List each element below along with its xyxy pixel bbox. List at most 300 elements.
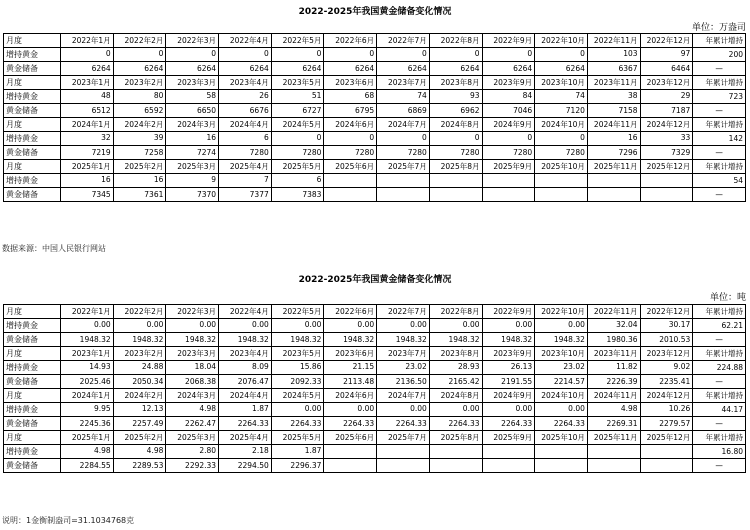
gold-reserve-cell: 1948.32 (166, 333, 219, 347)
gold-reserve-cell: 1948.32 (377, 333, 430, 347)
gold-increase-cell: 0 (324, 48, 377, 62)
gold-increase-cell: 0 (377, 132, 430, 146)
gold-reserve-cell: 2264.33 (482, 417, 535, 431)
gold-increase-cell: 0 (429, 132, 482, 146)
annual-cumulative-value: 44.17 (693, 403, 746, 417)
month-label: 月度 (4, 76, 61, 90)
gold-reserve-label: 黄金储备 (4, 375, 61, 389)
month-header-cell: 2023年6月 (324, 347, 377, 361)
month-header-cell: 2025年6月 (324, 160, 377, 174)
gold-increase-cell: 51 (271, 90, 324, 104)
table1-source-note: 数据来源：中国人民银行网站 (2, 244, 106, 253)
gold-reserve-label: 黄金储备 (4, 333, 61, 347)
month-header-cell: 2024年2月 (113, 118, 166, 132)
reserve-cumulative-dash: — (693, 417, 746, 431)
gold-reserve-cell: 2264.33 (219, 417, 272, 431)
month-header-cell: 2024年12月 (640, 118, 693, 132)
gold-increase-cell: 9.02 (640, 361, 693, 375)
month-header-cell: 2024年10月 (535, 389, 588, 403)
gold-reserve-cell: 1948.32 (61, 333, 114, 347)
month-header-cell: 2025年10月 (535, 431, 588, 445)
gold-reserve-cell: 1948.32 (271, 333, 324, 347)
gold-increase-cell: 18.04 (166, 361, 219, 375)
gold-reserve-cell: 2025.46 (61, 375, 114, 389)
month-header-cell: 2022年6月 (324, 305, 377, 319)
gold-reserve-cell: 6264 (271, 62, 324, 76)
gold-increase-cell: 68 (324, 90, 377, 104)
month-header-cell: 2024年5月 (271, 118, 324, 132)
gold-increase-cell: 0 (324, 132, 377, 146)
gold-increase-cell: 6 (219, 132, 272, 146)
gold-increase-cell (640, 445, 693, 459)
month-header-cell: 2025年1月 (61, 431, 114, 445)
month-header-cell: 2025年9月 (482, 160, 535, 174)
gold-reserve-row (4, 333, 746, 347)
gold-increase-cell: 30.17 (640, 319, 693, 333)
gold-reserve-label: 黄金储备 (4, 188, 61, 202)
gold-reserve-cell: 2076.47 (219, 375, 272, 389)
annual-cumulative-header: 年累计增持 (693, 118, 746, 132)
gold-increase-cell (535, 445, 588, 459)
gold-reserve-cell: 2245.36 (61, 417, 114, 431)
month-header-cell: 2025年2月 (113, 160, 166, 174)
month-header-cell: 2022年3月 (166, 34, 219, 48)
gold-reserve-cell: 2269.31 (587, 417, 640, 431)
month-header-cell: 2023年3月 (166, 347, 219, 361)
month-header-cell: 2024年6月 (324, 389, 377, 403)
gold-reserve-cell (640, 459, 693, 473)
month-header-cell: 2024年6月 (324, 118, 377, 132)
gold-reserve-cell: 7219 (61, 146, 114, 160)
gold-reserve-cell: 6512 (61, 104, 114, 118)
gold-reserve-cell: 6464 (640, 62, 693, 76)
gold-reserve-cell: 6676 (219, 104, 272, 118)
gold-reserve-cell: 7158 (587, 104, 640, 118)
gold-reserve-cell: 6264 (377, 62, 430, 76)
gold-increase-cell: 9.95 (61, 403, 114, 417)
gold-reserve-cell: 2068.38 (166, 375, 219, 389)
month-header-cell: 2024年4月 (219, 389, 272, 403)
gold-reserve-row (4, 375, 746, 389)
gold-increase-cell: 0 (429, 48, 482, 62)
month-header-cell: 2022年8月 (429, 305, 482, 319)
gold-increase-cell: 0.00 (324, 319, 377, 333)
reserve-cumulative-dash: — (693, 375, 746, 389)
gold-reserve-label: 黄金储备 (4, 459, 61, 473)
month-label: 月度 (4, 160, 61, 174)
month-header-cell: 2022年4月 (219, 305, 272, 319)
gold-increase-cell: 0.00 (271, 319, 324, 333)
gold-reserve-row (4, 417, 746, 431)
gold-increase-cell: 0.00 (219, 319, 272, 333)
gold-reserve-cell: 2165.42 (429, 375, 482, 389)
gold-reserve-cell: 6869 (377, 104, 430, 118)
gold-increase-cell: 26.13 (482, 361, 535, 375)
gold-reserve-cell: 7383 (271, 188, 324, 202)
gold-reserve-cell: 7280 (324, 146, 377, 160)
gold-increase-cell (324, 445, 377, 459)
gold-increase-cell: 0.00 (429, 319, 482, 333)
month-header-row (4, 431, 746, 445)
gold-reserve-cell: 2113.48 (324, 375, 377, 389)
gold-reserve-cell: 6367 (587, 62, 640, 76)
month-header-cell: 2025年4月 (219, 160, 272, 174)
annual-cumulative-header: 年累计增持 (693, 160, 746, 174)
annual-cumulative-value: 62.21 (693, 319, 746, 333)
month-header-cell: 2022年6月 (324, 34, 377, 48)
gold-reserve-label: 黄金储备 (4, 62, 61, 76)
month-header-cell: 2025年5月 (271, 431, 324, 445)
annual-cumulative-header: 年累计增持 (693, 76, 746, 90)
gold-increase-cell: 10.26 (640, 403, 693, 417)
gold-reserve-cell: 2264.33 (377, 417, 430, 431)
month-label: 月度 (4, 34, 61, 48)
reserve-cumulative-dash: — (693, 146, 746, 160)
month-header-cell: 2024年12月 (640, 389, 693, 403)
gold-reserve-cell: 6264 (113, 62, 166, 76)
gold-increase-cell: 32.04 (587, 319, 640, 333)
gold-increase-cell: 48 (61, 90, 114, 104)
annual-cumulative-value: 16.80 (693, 445, 746, 459)
gold-increase-cell: 0 (535, 48, 588, 62)
month-header-cell: 2022年2月 (113, 34, 166, 48)
gold-increase-cell: 1.87 (271, 445, 324, 459)
gold-increase-label: 增持黄金 (4, 90, 61, 104)
gold-increase-label: 增持黄金 (4, 445, 61, 459)
gold-increase-cell (640, 174, 693, 188)
gold-reserve-cell: 6264 (324, 62, 377, 76)
month-header-cell: 2024年8月 (429, 389, 482, 403)
gold-reserve-cell: 6650 (166, 104, 219, 118)
gold-reserve-cell: 2289.53 (113, 459, 166, 473)
table1-unit: 单位：万盎司 (691, 23, 746, 33)
gold-increase-cell: 7 (219, 174, 272, 188)
gold-increase-cell: 23.02 (377, 361, 430, 375)
month-header-cell: 2025年8月 (429, 431, 482, 445)
gold-reserve-cell: 6795 (324, 104, 377, 118)
gold-increase-cell: 38 (587, 90, 640, 104)
month-header-cell: 2023年9月 (482, 347, 535, 361)
gold-increase-cell (482, 174, 535, 188)
month-header-row (4, 347, 746, 361)
month-header-cell: 2025年12月 (640, 160, 693, 174)
gold-increase-cell: 0 (271, 132, 324, 146)
month-header-cell: 2023年8月 (429, 76, 482, 90)
month-header-cell: 2023年7月 (377, 347, 430, 361)
gold-increase-cell: 4.98 (61, 445, 114, 459)
month-header-cell: 2022年4月 (219, 34, 272, 48)
month-header-cell: 2023年4月 (219, 76, 272, 90)
annual-cumulative-header: 年累计增持 (693, 431, 746, 445)
gold-reserve-row (4, 146, 746, 160)
annual-cumulative-value: 200 (693, 48, 746, 62)
month-label: 月度 (4, 347, 61, 361)
gold-reserve-cell: 6264 (535, 62, 588, 76)
month-header-cell: 2025年4月 (219, 431, 272, 445)
gold-reserve-cell (482, 188, 535, 202)
month-header-cell: 2024年11月 (587, 118, 640, 132)
gold-reserve-cell: 2264.33 (271, 417, 324, 431)
month-header-row (4, 118, 746, 132)
gold-increase-cell: 97 (640, 48, 693, 62)
gold-reserve-cell (377, 459, 430, 473)
gold-reserve-cell (429, 459, 482, 473)
gold-increase-cell: 16 (61, 174, 114, 188)
gold-reserve-cell (324, 188, 377, 202)
gold-reserve-row (4, 104, 746, 118)
gold-reserve-cell: 7046 (482, 104, 535, 118)
gold-increase-cell: 0.00 (535, 403, 588, 417)
gold-increase-label: 增持黄金 (4, 403, 61, 417)
gold-increase-cell: 74 (377, 90, 430, 104)
month-header-cell: 2022年7月 (377, 305, 430, 319)
annual-cumulative-header: 年累计增持 (693, 347, 746, 361)
gold-increase-cell: 0 (482, 48, 535, 62)
month-header-row (4, 76, 746, 90)
gold-increase-cell: 0.00 (535, 319, 588, 333)
gold-increase-row (4, 445, 746, 459)
month-header-cell: 2023年12月 (640, 76, 693, 90)
gold-increase-cell: 8.09 (219, 361, 272, 375)
gold-reserve-cell: 1948.32 (535, 333, 588, 347)
month-header-cell: 2025年7月 (377, 431, 430, 445)
gold-table-ounces (3, 33, 746, 202)
gold-reserve-label: 黄金储备 (4, 417, 61, 431)
gold-increase-cell: 58 (166, 90, 219, 104)
gold-reserve-cell: 1948.32 (219, 333, 272, 347)
month-header-cell: 2024年10月 (535, 118, 588, 132)
gold-reserve-cell: 2214.57 (535, 375, 588, 389)
gold-reserve-cell: 6264 (166, 62, 219, 76)
gold-increase-cell: 33 (640, 132, 693, 146)
gold-increase-cell (587, 174, 640, 188)
gold-reserve-cell: 7280 (429, 146, 482, 160)
month-header-cell: 2022年10月 (535, 305, 588, 319)
gold-reserve-cell: 2050.34 (113, 375, 166, 389)
month-header-row (4, 389, 746, 403)
reserve-cumulative-dash: — (693, 333, 746, 347)
gold-increase-cell (482, 445, 535, 459)
gold-reserve-cell: 6264 (61, 62, 114, 76)
month-header-cell: 2024年7月 (377, 389, 430, 403)
gold-reserve-cell: 6962 (429, 104, 482, 118)
gold-reserve-cell: 1948.32 (113, 333, 166, 347)
month-header-cell: 2022年3月 (166, 305, 219, 319)
gold-reserve-cell (640, 188, 693, 202)
gold-increase-cell: 0.00 (482, 403, 535, 417)
gold-reserve-cell: 7280 (535, 146, 588, 160)
gold-increase-cell: 80 (113, 90, 166, 104)
gold-increase-row (4, 403, 746, 417)
month-label: 月度 (4, 305, 61, 319)
gold-reserve-cell: 7258 (113, 146, 166, 160)
reserve-cumulative-dash: — (693, 188, 746, 202)
gold-increase-cell: 0.00 (377, 403, 430, 417)
month-header-cell: 2023年10月 (535, 347, 588, 361)
table2-unit: 单位：吨 (709, 293, 746, 303)
gold-increase-cell: 0 (482, 132, 535, 146)
month-label: 月度 (4, 118, 61, 132)
reserve-cumulative-dash: — (693, 104, 746, 118)
gold-reserve-row (4, 188, 746, 202)
gold-increase-cell: 4.98 (166, 403, 219, 417)
month-header-cell: 2025年3月 (166, 431, 219, 445)
gold-increase-label: 增持黄金 (4, 361, 61, 375)
gold-increase-row (4, 319, 746, 333)
month-header-cell: 2023年3月 (166, 76, 219, 90)
month-header-cell: 2024年1月 (61, 118, 114, 132)
gold-increase-cell: 0.00 (429, 403, 482, 417)
gold-reserve-cell: 7361 (113, 188, 166, 202)
month-header-row (4, 160, 746, 174)
gold-reserve-cell: 2191.55 (482, 375, 535, 389)
gold-increase-cell: 16 (166, 132, 219, 146)
gold-reserve-cell: 2264.33 (324, 417, 377, 431)
month-header-cell: 2022年12月 (640, 34, 693, 48)
gold-increase-label: 增持黄金 (4, 319, 61, 333)
gold-reserve-cell: 2292.33 (166, 459, 219, 473)
month-header-cell: 2023年2月 (113, 76, 166, 90)
month-header-cell: 2025年1月 (61, 160, 114, 174)
gold-increase-label: 增持黄金 (4, 174, 61, 188)
gold-increase-cell: 0.00 (482, 319, 535, 333)
month-header-cell: 2023年2月 (113, 347, 166, 361)
gold-increase-cell: 0 (535, 132, 588, 146)
month-header-cell: 2023年10月 (535, 76, 588, 90)
gold-increase-cell: 16 (587, 132, 640, 146)
month-header-cell: 2022年9月 (482, 34, 535, 48)
reserve-cumulative-dash: — (693, 62, 746, 76)
gold-reserve-cell: 1948.32 (429, 333, 482, 347)
gold-increase-row (4, 174, 746, 188)
month-header-cell: 2024年9月 (482, 118, 535, 132)
gold-increase-cell: 0 (271, 48, 324, 62)
month-header-cell: 2023年5月 (271, 76, 324, 90)
gold-increase-cell: 1.87 (219, 403, 272, 417)
month-header-cell: 2023年1月 (61, 347, 114, 361)
gold-table-tonnes (3, 304, 746, 473)
gold-increase-cell: 0.00 (324, 403, 377, 417)
annual-cumulative-header: 年累计增持 (693, 389, 746, 403)
gold-increase-cell (587, 445, 640, 459)
month-header-cell: 2024年2月 (113, 389, 166, 403)
gold-increase-row (4, 361, 746, 375)
gold-reserve-cell (429, 188, 482, 202)
gold-reserve-cell: 7274 (166, 146, 219, 160)
gold-reserve-cell: 6592 (113, 104, 166, 118)
gold-reserve-cell: 2262.47 (166, 417, 219, 431)
gold-increase-cell: 0.00 (113, 319, 166, 333)
gold-increase-cell: 26 (219, 90, 272, 104)
gold-increase-cell: 0 (113, 48, 166, 62)
gold-increase-cell: 74 (535, 90, 588, 104)
gold-reserve-cell: 6727 (271, 104, 324, 118)
month-header-cell: 2023年9月 (482, 76, 535, 90)
month-header-cell: 2022年12月 (640, 305, 693, 319)
annual-cumulative-value: 142 (693, 132, 746, 146)
month-header-cell: 2025年11月 (587, 431, 640, 445)
gold-reserve-cell: 7280 (271, 146, 324, 160)
month-header-cell: 2022年1月 (61, 305, 114, 319)
gold-reserve-cell: 7280 (377, 146, 430, 160)
gold-reserve-cell: 7377 (219, 188, 272, 202)
gold-reserve-cell: 2136.50 (377, 375, 430, 389)
gold-increase-cell: 28.93 (429, 361, 482, 375)
month-header-cell: 2024年1月 (61, 389, 114, 403)
gold-increase-cell: 103 (587, 48, 640, 62)
month-header-cell: 2025年12月 (640, 431, 693, 445)
gold-increase-cell: 2.80 (166, 445, 219, 459)
gold-reserve-cell: 2257.49 (113, 417, 166, 431)
month-header-cell: 2024年7月 (377, 118, 430, 132)
gold-reserve-label: 黄金储备 (4, 104, 61, 118)
gold-increase-label: 增持黄金 (4, 132, 61, 146)
gold-increase-cell: 32 (61, 132, 114, 146)
gold-increase-cell: 6 (271, 174, 324, 188)
month-header-cell: 2025年6月 (324, 431, 377, 445)
month-header-cell: 2023年8月 (429, 347, 482, 361)
gold-reserve-cell: 7187 (640, 104, 693, 118)
month-header-cell: 2023年12月 (640, 347, 693, 361)
gold-increase-cell: 4.98 (587, 403, 640, 417)
month-header-cell: 2023年11月 (587, 347, 640, 361)
gold-increase-cell: 0.00 (61, 319, 114, 333)
gold-increase-cell: 16 (113, 174, 166, 188)
gold-reserve-cell: 2296.37 (271, 459, 324, 473)
gold-increase-label: 增持黄金 (4, 48, 61, 62)
gold-reserve-cell: 7280 (482, 146, 535, 160)
month-header-cell: 2024年8月 (429, 118, 482, 132)
gold-increase-cell (377, 445, 430, 459)
month-header-cell: 2023年5月 (271, 347, 324, 361)
gold-reserve-row (4, 62, 746, 76)
month-header-cell: 2025年2月 (113, 431, 166, 445)
gold-reserve-cell: 7120 (535, 104, 588, 118)
month-header-cell: 2025年9月 (482, 431, 535, 445)
gold-reserve-cell (482, 459, 535, 473)
gold-reserve-row (4, 459, 746, 473)
annual-cumulative-value: 723 (693, 90, 746, 104)
gold-reserve-cell (377, 188, 430, 202)
gold-reserve-cell (535, 459, 588, 473)
gold-reserve-cell: 2010.53 (640, 333, 693, 347)
annual-cumulative-header: 年累计增持 (693, 34, 746, 48)
month-header-cell: 2022年5月 (271, 305, 324, 319)
month-header-cell: 2025年3月 (166, 160, 219, 174)
gold-increase-cell: 4.98 (113, 445, 166, 459)
month-header-cell: 2022年7月 (377, 34, 430, 48)
gold-increase-cell: 84 (482, 90, 535, 104)
gold-reserve-cell (587, 188, 640, 202)
gold-reserve-cell: 2092.33 (271, 375, 324, 389)
gold-increase-cell: 9 (166, 174, 219, 188)
table1-title: 2022-2025年我国黄金储备变化情况 (298, 7, 452, 17)
gold-increase-cell: 21.15 (324, 361, 377, 375)
gold-increase-cell: 0 (219, 48, 272, 62)
gold-reserve-cell: 1948.32 (324, 333, 377, 347)
month-header-row (4, 305, 746, 319)
gold-increase-row (4, 48, 746, 62)
gold-increase-cell: 0 (166, 48, 219, 62)
month-header-cell: 2023年7月 (377, 76, 430, 90)
gold-reserve-cell: 7296 (587, 146, 640, 160)
gold-reserve-cell: 1948.32 (482, 333, 535, 347)
gold-increase-cell (324, 174, 377, 188)
month-header-cell: 2024年4月 (219, 118, 272, 132)
month-label: 月度 (4, 431, 61, 445)
month-header-cell: 2022年2月 (113, 305, 166, 319)
gold-increase-cell: 0 (377, 48, 430, 62)
